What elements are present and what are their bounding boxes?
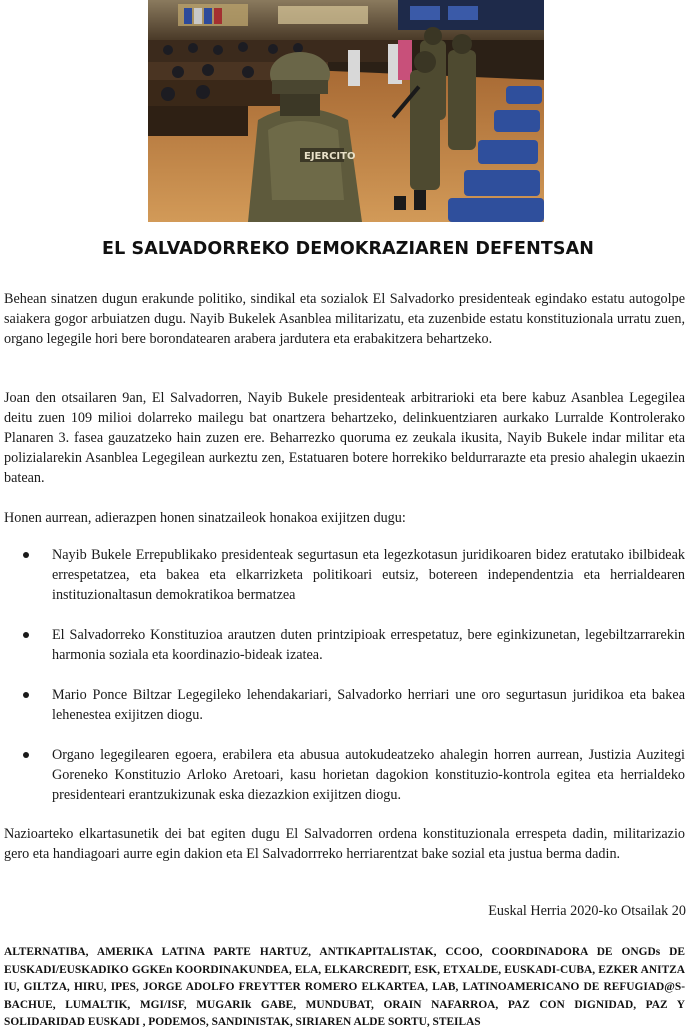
demand-text: Organo legegilearen egoera, erabilera eta abusua autokudeatzeko ahalegin horren aurrean, Justizia Auzitegi Goreneko Konstituzio Arloko Aretoari, kasu horietan dagokion konstituzio-kontrola egitea eta herrialdeko presidenteari erantzukizunak eska diezazkion exijitzen diogu.: [52, 747, 685, 803]
bullet-icon: [23, 632, 29, 638]
paragraph-closing: Nazioarteko elkartasunetik dei bat egiten dugu El Salvadorren ordena konstituzionala errespeta dadin, militarizazio gero eta handiagoari aurre egin dakion eta El Salvadorrreko herriarentzat bake sozial eta justua berma dadin.: [4, 826, 685, 862]
demand-text: Nayib Bukele Errepublikako presidenteak segurtasun eta legezkotasun juridikoaren bidez eratutako ibilbideak errespetatzea, eta bakea eta elkarrizketa politikoari eutsiz, botereen independentzia eta herrialdearen instituzionaltasun demokratikoa bermatzea: [52, 547, 685, 603]
bullet-icon: [23, 752, 29, 758]
signatories-list: ALTERNATIBA, AMERIKA LATINA PARTE HARTUZ, ANTIKAPITALISTAK, CCOO, COORDINADORA DE ONGDs DE EUSKADI/EUSKADIKO GGKEn KOORDINAKUNDEA, ELA, ELKARCREDIT, ESK, ETXALDE, EUSKADI-CUBA, EZKER ANITZA IU, GILTZA, HIRU, IPES, JORGE ADOLFO FREYTTER ROMERO ELKARTEA, LAB, LATINOAMERICANO DE REFUGIAD@S-BACHUE, LUMALTIK, MGI/ISF, MUGARIk GABE, MUNDUBAT, ORAIN NAFARROA, PAZ CON DIGNIDAD, PAZ Y SOLIDARIDAD EUSKADI , PODEMOS, SANDINISTAK, SIRIAREN ALDE SORTU, STEILAS: [4, 946, 685, 1029]
vest-label: EJERCITO: [304, 151, 356, 162]
demand-text: El Salvadorreko Konstituzioa arautzen duten printzipioak errespetatuz, bere eginkizunetan, legebiltzarrarekin harmonia soziala eta koordinazio-bideak izatea.: [52, 627, 685, 663]
paragraph-events: Joan den otsailaren 9an, El Salvadorren, Nayib Bukele presidenteak arbitrarioki eta bere kabuz Asanblea Legegilea deitu zuen 109 milioi dolarreko mailegu bat onartzera behartzeko, delinkuentziaren aurkako Lurralde Kontrolerako Planaren 3. fasea gauzatzeko hain zuzen ere. Beharrezko quoruma ez zeukala ikusita, Nayib Bukele indar militar eta polizialarekin Asanblea Legegilean aurkeztu zen, Estatuaren botere horrekiko beldurrarazte eta presio ahalegin ukaezin batean.: [4, 390, 685, 486]
paragraph-demands-intro: Honen aurrean, adierazpen honen sinatzaileok honakoa exijitzen dugu:: [4, 510, 406, 526]
demand-text: Mario Ponce Biltzar Legegileko lehendakariari, Salvadorko herriari une oro segurtasun juridikoa eta bakea lehenestea exijitzen diogu.: [52, 687, 685, 723]
bullet-icon: [23, 552, 29, 558]
paragraph-intro: Behean sinatzen dugun erakunde politiko, sindikal eta sozialok El Salvadorko presidenteak egindako estatu autogolpe saiakera gogor arbuiatzen dugu. Nayib Bukelek Asanblea militarizatu, eta zuzenbide estatu konstituzionala urratu zuen, organo legegile hori bere borondatearen arabera jardutera eta erabakitzera behartzeko.: [4, 291, 685, 347]
header-photo: [148, 0, 544, 222]
bullet-icon: [23, 692, 29, 698]
assembly-soldiers-image: [148, 0, 544, 222]
dateline: Euskal Herria 2020-ko Otsailak 20: [488, 903, 686, 919]
page-title: EL SALVADORREKO DEMOKRAZIAREN DEFENTSAN: [102, 239, 594, 259]
